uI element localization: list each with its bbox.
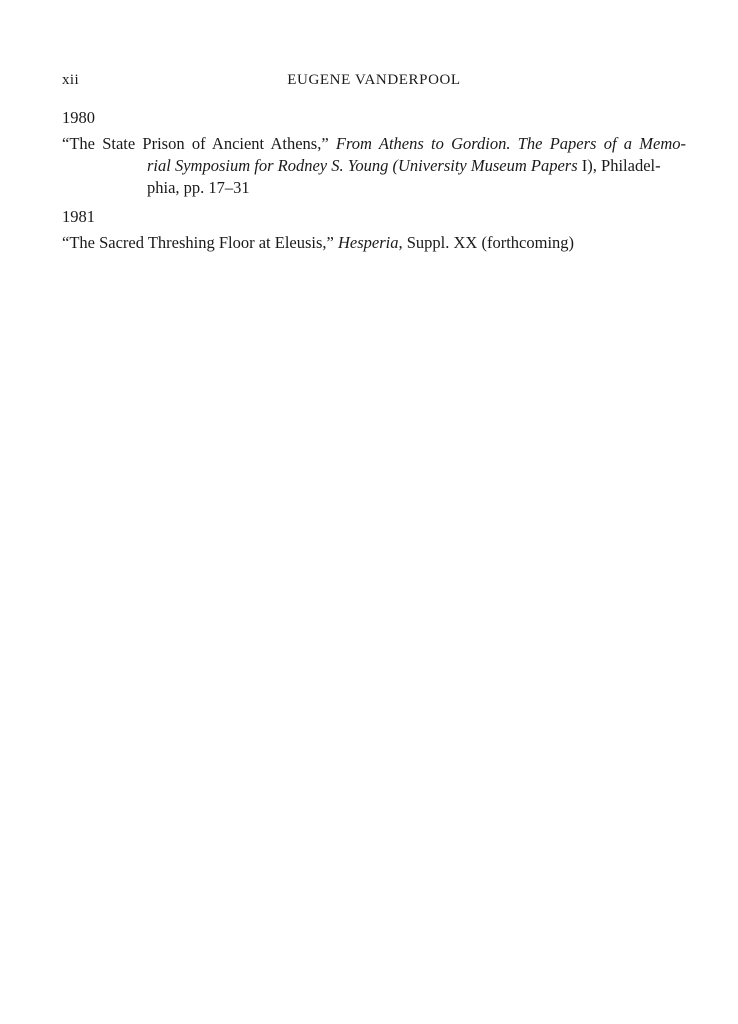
year-heading-1980: 1980 — [62, 108, 95, 127]
entry-line — [62, 232, 686, 254]
publication-title-continued: rial Symposium for Rodney S. Young (University Museum Papers — [147, 156, 578, 175]
entry-line — [62, 133, 686, 155]
article-title: “The State Prison of Ancient Athens,” — [62, 134, 329, 153]
year-heading-1981: 1981 — [62, 207, 95, 226]
page-number: xii — [62, 72, 80, 88]
bibliography-entry — [62, 133, 686, 199]
entry-line — [62, 155, 686, 177]
bibliography-entry — [62, 232, 686, 254]
article-title: “The Sacred Threshing Floor at Eleusis,” — [62, 233, 334, 252]
entry-line — [62, 177, 686, 199]
running-head — [62, 72, 686, 94]
publication-pages: phia, pp. 17–31 — [147, 178, 250, 197]
publication-title: From Athens to Gordion. The Papers of a Memo- — [335, 134, 686, 153]
publication-details: I), Philadel- — [581, 156, 661, 175]
publication-title: Hesperia — [338, 233, 399, 252]
running-title: EUGENE VANDERPOOL — [287, 72, 461, 88]
publication-details: , Suppl. XX (forthcoming) — [398, 233, 575, 252]
